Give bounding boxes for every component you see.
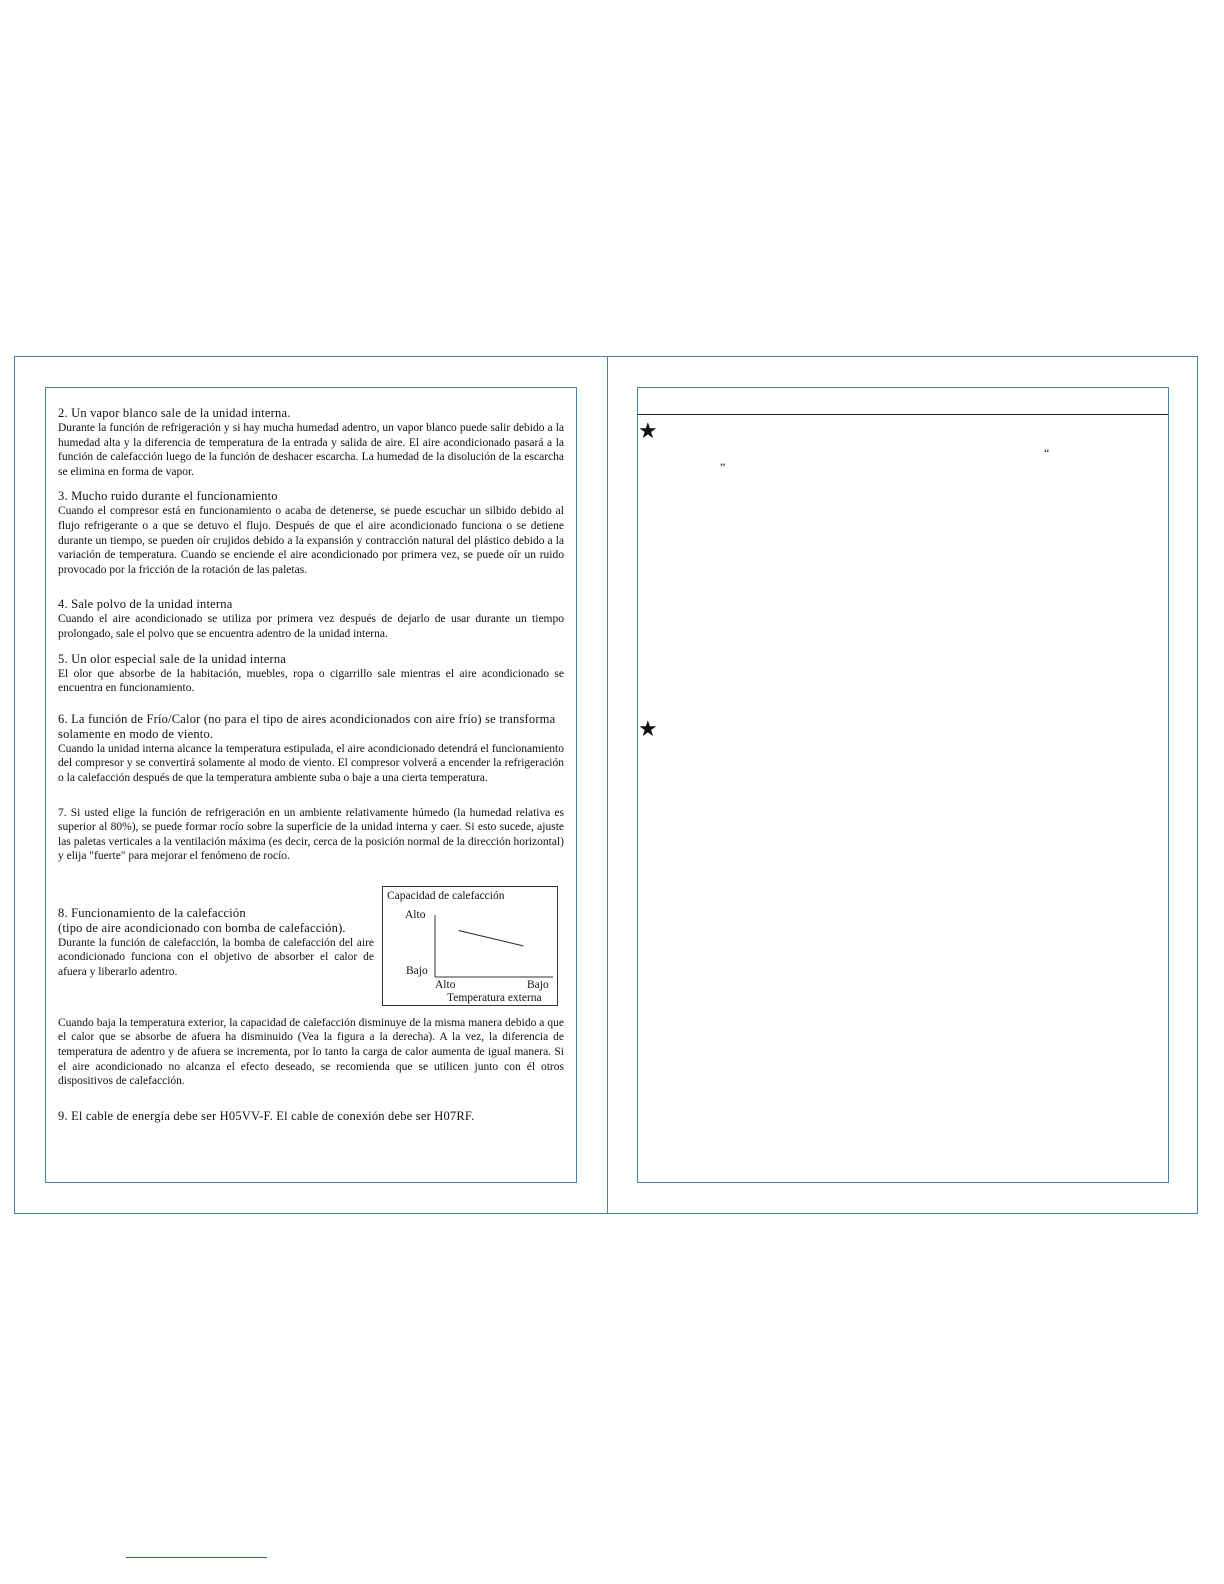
- item-title: 5. Un olor especial sale de la unidad interna: [58, 651, 287, 666]
- item-body: Cuando la unidad interna alcance la temperatura estipulada, el aire acondicionado detendrá el funcionamiento del compresor y se convertirá solamente al modo de viento. El compresor volverá a encender la refrigeración o la calefacción después de que la temperatura ambiente suba o baje a una cierta temperatura.: [58, 742, 564, 784]
- item-body: Cuando el compresor está en funcionamiento o acaba de detenerse, se puede escuchar un silbido debido al flujo refrigerante o a que se detuvo el flujo. Después de que el aire acondicionado funciona o se detiene durante un tiempo, se pueden oír crujidos debido a la expansión y contracción natural del plástico debido a la variación de temperatura. Cuando se enciende el aire acondicionado por primera vez, se puede oír un ruido provocado por la fricción de la rotación de las paletas.: [58, 505, 564, 576]
- footer-rule: [126, 1557, 267, 1558]
- heating-body: [58, 1016, 564, 1089]
- item-4: [58, 597, 564, 641]
- right-page-panel: [637, 387, 1169, 1183]
- manual-spread: [14, 356, 1198, 1214]
- item-body: 7. Si usted elige la función de refrigeración en un ambiente relativamente húmedo (la humedad relativa es superior al 80%), se puede formar rocío sobre la superficie de la unidad interna y caer. Si esto sucede, ajuste las paletas verticales a la ventilación máxima (es decir, cerca de la posición normal de la dirección horizontal) y elija "fuerte" para mejorar el fenómeno de rocío.: [58, 806, 564, 863]
- item-body: Durante la función de refrigeración y si hay mucha humedad adentro, un vapor blanco puede salir debido a la humedad alta y la diferencia de temperatura de la entrada y salida de aire. El aire acondicionado pasará a la función de calefacción luego de la función de deshacer escarcha. La humedad de la disolución de la escarcha se elimina en forma de vapor.: [58, 422, 564, 478]
- close-quote-mark: ”: [720, 460, 726, 474]
- left-page-panel: [45, 387, 577, 1183]
- graph-x-low-label: Bajo: [527, 978, 549, 991]
- item-2: [58, 406, 564, 479]
- star-icon: ★: [638, 716, 658, 741]
- item-3: [58, 489, 564, 577]
- item-9: [58, 1109, 564, 1124]
- graph-trend-line: [459, 930, 524, 946]
- item-9-text: 9. El cable de energía debe ser H05VV-F. El cable de conexión debe ser H07RF.: [58, 1108, 475, 1123]
- star-icon: ★: [638, 418, 658, 443]
- heating-title: 8. Funcionamiento de la calefacción: [58, 905, 246, 920]
- heating-body-text: Cuando baja la temperatura exterior, la capacidad de calefacción disminuye de la misma manera debido a que el calor que se absorbe de afuera ha disminuido (Vea la figura a la derecha). A la vez, la diferencia de temperatura de adentro y de afuera se incrementa, por lo tanto la carga de calor aumenta de igual manera. Si el aire acondicionado no alcanza el efecto deseado, se recomienda que se utilicen junto con él otros dispositivos de calefacción.: [58, 1016, 564, 1088]
- heating-intro: [58, 906, 374, 980]
- item-title: 4. Sale polvo de la unidad interna: [58, 597, 233, 612]
- right-page-header-bar: [638, 388, 1168, 415]
- page-fold-line: [607, 357, 608, 1213]
- item-8: [58, 884, 564, 1010]
- item-body: Cuando el aire acondicionado se utiliza por primera vez después de dejarlo de usar durante un tiempo prolongado, sale el polvo que se encuentra adentro de la unidad interna.: [58, 613, 564, 640]
- graph-x-high-label: Alto: [435, 978, 456, 991]
- graph-title: Capacidad de calefacción: [387, 889, 505, 902]
- item-title: 6. La función de Frío/Calor (no para el tipo de aires acondicionados con aire frío) se transforma solamente en modo de viento.: [58, 711, 556, 741]
- item-title: 3. Mucho ruido durante el funcionamiento: [58, 489, 278, 504]
- graph-y-high-label: Alto: [405, 908, 426, 921]
- heating-subtitle: (tipo de aire acondicionado con bomba de calefacción).: [58, 920, 346, 935]
- item-body: El olor que absorbe de la habitación, muebles, ropa o cigarrillo sale mientras el aire acondicionado se encuentra en funcionamiento.: [58, 667, 564, 695]
- heating-capacity-graph: [382, 886, 558, 1006]
- heating-intro-text: Durante la función de calefacción, la bomba de calefacción del aire acondicionado funciona con el objetivo de absorber el calor de afuera y liberarlo adentro.: [58, 936, 374, 979]
- item-5: [58, 652, 564, 696]
- item-title: 2. Un vapor blanco sale de la unidad interna.: [58, 406, 291, 420]
- item-7: [58, 806, 564, 864]
- item-6: [58, 712, 564, 786]
- graph-y-low-label: Bajo: [406, 964, 428, 977]
- graph-x-axis-label: Temperatura externa: [447, 991, 542, 1004]
- open-quote-mark: “: [1044, 446, 1050, 460]
